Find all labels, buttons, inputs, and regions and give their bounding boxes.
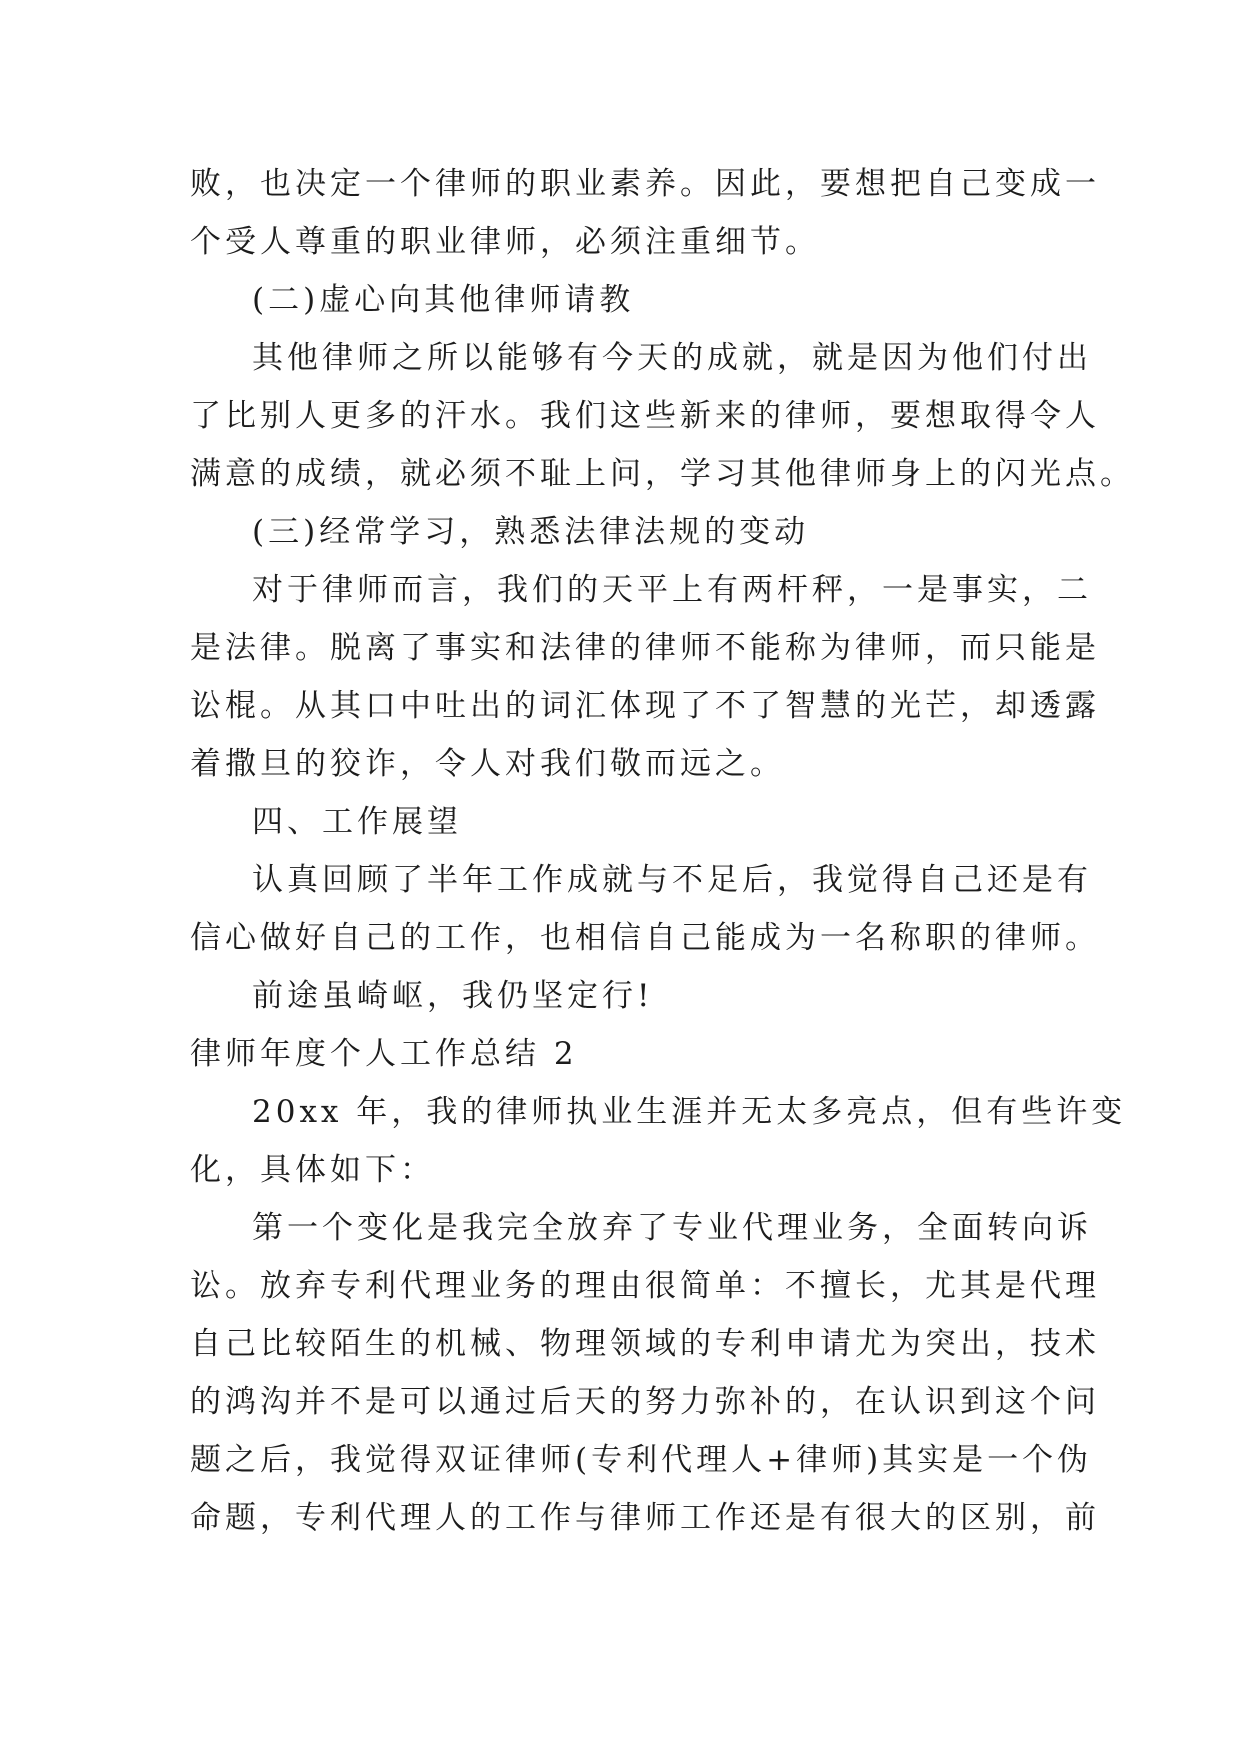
text-line: 着撒旦的狡诈，令人对我们敬而远之。 bbox=[190, 746, 785, 782]
text-line: 第一个变化是我完全放弃了专业代理业务，全面转向诉 bbox=[252, 1210, 1092, 1246]
document-body bbox=[190, 155, 1135, 1547]
text-line: 讼。放弃专利代理业务的理由很简单：不擅长，尤其是代理 bbox=[190, 1268, 1100, 1304]
text-line: 律师年度个人工作总结 2 bbox=[190, 1036, 578, 1072]
text-line: 题之后，我觉得双证律师(专利代理人+律师)其实是一个伪 bbox=[190, 1442, 1093, 1478]
text-line: 命题，专利代理人的工作与律师工作还是有很大的区别，前 bbox=[190, 1500, 1100, 1536]
text-line: 化，具体如下： bbox=[190, 1152, 435, 1188]
text-line: (二)虚心向其他律师请教 bbox=[252, 282, 635, 318]
text-line: 信心做好自己的工作，也相信自己能成为一名称职的律师。 bbox=[190, 920, 1100, 956]
text-line: 败，也决定一个律师的职业素养。因此，要想把自己变成一 bbox=[190, 166, 1100, 202]
text-line: 了比别人更多的汗水。我们这些新来的律师，要想取得令人 bbox=[190, 398, 1100, 434]
text-line: 是法律。脱离了事实和法律的律师不能称为律师，而只能是 bbox=[190, 630, 1100, 666]
text-line: 讼棍。从其口中吐出的词汇体现了不了智慧的光芒，却透露 bbox=[190, 688, 1100, 724]
text-line: 个受人尊重的职业律师，必须注重细节。 bbox=[190, 224, 820, 260]
text-line: (三)经常学习，熟悉法律法规的变动 bbox=[252, 514, 810, 550]
text-line: 四、工作展望 bbox=[252, 804, 462, 840]
text-line: 20xx 年，我的律师执业生涯并无太多亮点，但有些许变 bbox=[252, 1094, 1127, 1130]
text-line: 其他律师之所以能够有今天的成就，就是因为他们付出 bbox=[252, 340, 1092, 376]
text-line: 满意的成绩，就必须不耻上问，学习其他律师身上的闪光点。 bbox=[190, 456, 1135, 492]
text-line: 对于律师而言，我们的天平上有两杆秤，一是事实，二 bbox=[252, 572, 1092, 608]
text-line: 的鸿沟并不是可以通过后天的努力弥补的，在认识到这个问 bbox=[190, 1384, 1100, 1420]
text-line: 前途虽崎岖，我仍坚定行! bbox=[252, 978, 654, 1014]
text-line: 自己比较陌生的机械、物理领域的专利申请尤为突出，技术 bbox=[190, 1326, 1100, 1362]
text-line: 认真回顾了半年工作成就与不足后，我觉得自己还是有 bbox=[252, 862, 1092, 898]
